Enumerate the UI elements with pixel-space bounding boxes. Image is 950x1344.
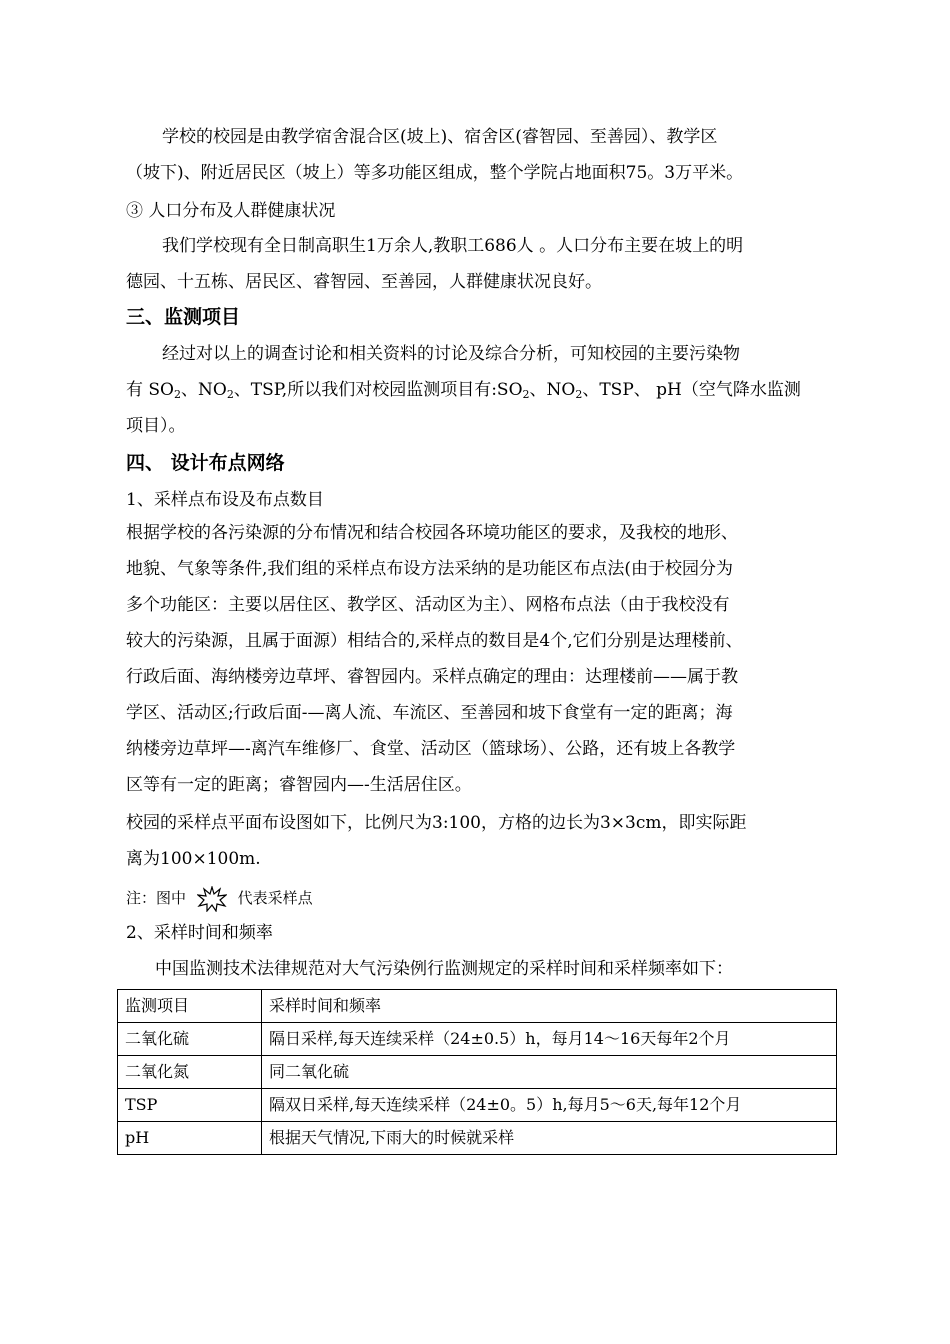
table-cell-frequency: 隔双日采样,每天连续采样（24±0。5）h,每月5～6天,每年12个月 [262,1089,837,1122]
subscript: 2 [226,388,234,401]
note-line [126,886,313,912]
table-cell-frequency: 隔日采样,每天连续采样（24±0.5）h，每月14～16天每年2个月 [262,1023,837,1056]
table-row [118,1023,837,1056]
subscript: 2 [522,388,530,401]
table-header-row [118,990,837,1023]
body-line-6: 学区、活动区;行政后面-—离人流、车流区、至善园和坡下食堂有一定的距离；海 [126,703,733,723]
text-part: 、TSP、 pH（空气降水监测 [582,380,801,400]
table-cell-frequency: 同二氧化硫 [262,1056,837,1089]
note-suffix: 代表采样点 [237,889,313,907]
table-cell-frequency: 根据天气情况,下雨大的时候就采样 [262,1122,837,1155]
body-line-3: 多个功能区：主要以居住区、教学区、活动区为主）、网格布点法（由于我校没有 [126,595,730,615]
text-part: 、NO [529,380,576,400]
body-line-1: 根据学校的各污染源的分布情况和结合校园各环境功能区的要求，及我校的地形、 [126,523,738,543]
population-paragraph-line-1: 我们学校现有全日制高职生1万余人,教职工686人 。人口分布主要在坡上的明 [162,236,744,256]
text-part: 、NO [181,380,227,400]
section-4-heading: 四、 设计布点网络 [126,452,285,474]
sampling-intro: 中国监测技术法律规范对大气污染例行监测规定的采样时间和采样频率如下： [155,959,733,979]
table-cell-item: 二氧化氮 [118,1056,262,1089]
table-row [118,1089,837,1122]
table-row [118,1056,837,1089]
campus-paragraph-line-1: 学校的校园是由教学宿舍混合区(坡上)、宿舍区(睿智园、至善园）、教学区 [162,127,718,147]
subscript: 2 [575,388,583,401]
table-row [118,1122,837,1155]
note-prefix: 注：图中 [126,889,187,907]
starburst-icon [197,886,227,912]
population-paragraph-line-2: 德园、十五栋、居民区、睿智园、至善园，人群健康状况良好。 [126,272,602,292]
table-header-cell: 采样时间和频率 [262,990,837,1023]
text-part: 有 SO [126,380,174,400]
body-line-9: 校园的采样点平面布设图如下，比例尺为3:100，方格的边长为3×3cm，即实际距 [126,813,747,833]
sampling-frequency-table [117,989,837,1155]
section-3-line-2 [126,379,801,406]
body-line-7: 纳楼旁边草坪—-离汽车维修厂、食堂、活动区（篮球场）、公路，还有坡上各教学 [126,739,736,759]
body-line-4: 较大的污染源，且属于面源）相结合的,采样点的数目是4个,它们分别是达理楼前、 [126,631,743,651]
section-3-line-3: 项目）。 [126,416,186,436]
campus-paragraph-line-2: （坡下)、附近居民区（坡上）等多功能区组成，整个学院占地面积75。3万平米。 [126,163,744,183]
text-part: 、TSP,所以我们对校园监测项目有:SO [233,380,523,400]
body-line-2: 地貌、气象等条件,我们组的采样点布设方法采纳的是功能区布点法(由于校园分为 [126,559,734,579]
body-line-8: 区等有一定的距离；睿智园内—-生活居住区。 [126,775,472,795]
section-3-line-1: 经过对以上的调查讨论和相关资料的讨论及综合分析，可知校园的主要污染物 [162,344,740,364]
table-cell-item: TSP [118,1089,262,1122]
section-3-heading: 三、监测项目 [126,306,241,328]
population-title: ③ 人口分布及人群健康状况 [126,201,336,221]
table-cell-item: 二氧化硫 [118,1023,262,1056]
body-line-10: 离为100×100m. [126,849,261,869]
subscript: 2 [174,388,181,401]
sampling-layout-title: 1、采样点布设及布点数目 [126,490,324,510]
table-cell-item: pH [118,1122,262,1155]
table-header-cell: 监测项目 [118,990,262,1023]
sampling-time-title: 2、采样时间和频率 [126,923,273,943]
body-line-5: 行政后面、海纳楼旁边草坪、睿智园内。采样点确定的理由：达理楼前——属于教 [126,667,738,687]
